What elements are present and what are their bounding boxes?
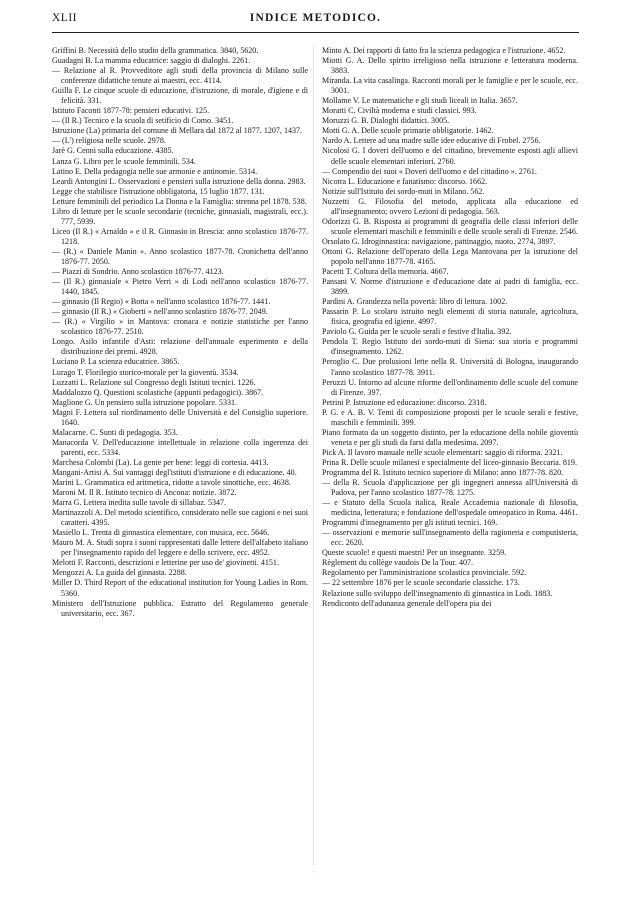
index-entry: — Relazione al R. Provveditore agli studi della provincia di Milano sulle conferenze didattiche tenute ai maestri, ecc. 4114. xyxy=(52,66,308,86)
index-entry: — 22 settembre 1876 per le scuole secondarie classiche. 173. xyxy=(322,578,520,588)
index-entry: Ministero dell'Istruzione pubblica. Estratto del Regolamento generale universitario, ecc. 367. xyxy=(52,598,308,618)
index-entry: Leardi Antongini L. Osservazioni e pensieri sulla istruzione della donna. 2983. xyxy=(52,176,306,186)
index-entry: Pendola T. Regio Istituto dei sordo-muti di Siena: sua storia e programmi d'insegnamento. 1262. xyxy=(322,337,578,357)
index-entry: Longo. Asilo infantile d'Asti: relazione dell'annuale esperimento e della distribuzione dei premi. 4928. xyxy=(52,337,308,357)
index-entry: — (L') religiosa nelle scuole. 2978. xyxy=(52,136,166,146)
index-entry: — (Il R.) Tecnico e la scuola di setificio di Como. 3451. xyxy=(52,116,234,126)
index-entry: Jarè G. Cenni sulla educazione. 4385. xyxy=(52,146,174,156)
index-entry: Relazione sullo sviluppo dell'insegnamento di ginnastica in Lodi. 1883. xyxy=(322,588,553,598)
index-entry: Motti G. A. Delle scuole primarie obbligatorie. 1462. xyxy=(322,126,494,136)
index-entry: Nicolosi G. I doveri dell'uomo e del cittadino, brevemente esposti agli allievi delle scuole elementari inferiori. 2760. xyxy=(322,146,578,166)
index-entry: Guadagni B. La mamma educatrice: saggio di dialoghi. 2261. xyxy=(52,56,251,66)
index-entry: Luzzatti L. Relazione sul Congresso degli Istituti tecnici. 1226. xyxy=(52,377,256,387)
index-entry: Moruzzi G. B. Dialoghi didattici. 3005. xyxy=(322,116,450,126)
index-entry: Regolamento per l'amministrazione scolastica provinciale. 592. xyxy=(322,568,527,578)
index-entry: Programmi d'insegnamento per gli istituti tecnici. 169. xyxy=(322,518,498,528)
index-entry: — osservazioni e memorie sull'insegnamento della ragioneria e computisteria, ecc. 2620. xyxy=(322,528,578,548)
index-entry: Marchesa Colombi (La). La gente per bene: leggi di cortesia. 4413. xyxy=(52,457,269,467)
index-entry: Liceo (Il R.) « Arnaldo » e il R. Ginnasio in Brescia: anno scolastico 1876-77. 1218. xyxy=(52,226,308,246)
index-entry: Miranda. La vita casalinga. Racconti morali per le famiglie e per le scuole, ecc. 3001. xyxy=(322,76,578,96)
index-entry: — (R.) « Virgilio » in Mantova: cronaca e notizie statistiche per l'anno scolastico 1876-77. 2510. xyxy=(52,317,308,337)
index-entry: — e Statuto della Scuola italica, Reale Accademia nazionale di filosofia, medicina, letteratura; e fondazione dell'ospedale omeopatico in Roma. 4461. xyxy=(322,498,578,518)
index-entry: Orsolato G. Idroginnastica: navigazione, pattinaggio, nuoto. 2774, 3897. xyxy=(322,236,556,246)
index-entry: Maglione G. Un pensiero sulla istruzione popolare. 5331. xyxy=(52,397,238,407)
index-entry: Prina R. Delle scuole milanesi e specialmente del liceo-ginnasio Beccaria. 819. xyxy=(322,457,577,467)
index-entry: Paviolo G. Guida per le scuole serali e festive d'Italia. 392. xyxy=(322,327,512,337)
index-entry: Queste scuole! e questi maestri! Per un insegnante. 3259. xyxy=(322,548,507,558)
index-entry: Marini L. Grammatica ed aritmetica, ridotte a tavole sinottiche, ecc. 4638. xyxy=(52,478,291,488)
index-entry: Istruzione (La) primaria del comune di Mellara dal 1872 al 1877. 1207, 1437. xyxy=(52,126,303,136)
index-entry: Odorizzi G. B. Risposta ai programmi di geografia delle classi inferiori delle scuole elementari maschili e femminili e delle scuole serali di Firenze. 2546. xyxy=(322,216,578,236)
index-entry: Rendiconto dell'adunanza generale dell'opera pia dei xyxy=(322,598,492,608)
index-entry: Mangani-Artisi A. Sui vantaggi degl'istituti d'istruzione e di educazione. 40. xyxy=(52,467,297,477)
index-entry: Pansani V. Norme d'istruzione e d'educazione date ai padri di famiglia, ecc. 3899. xyxy=(322,277,578,297)
index-entry: Lurago T. Florilegio storico-morale per la gioventù. 3534. xyxy=(52,367,239,377)
index-entry: Letture femminili del periodico La Donna e la Famiglia: strenna pel 1878. 538. xyxy=(52,196,307,206)
index-entry: Minto A. Dei rapporti di fatto fra la scienza pedagogica e l'istruzione. 4652. xyxy=(322,46,566,55)
column-divider xyxy=(313,46,314,866)
index-entry: — (R.) « Daniele Manin ». Anno scolastico 1877-78. Cronichetta dell'anno 1876-77. 2050. xyxy=(52,246,308,266)
page-header xyxy=(52,10,579,33)
index-entry: Marra G. Lettera inedita sulle tavole di sillabaz. 5347. xyxy=(52,498,227,508)
index-entry: Istituto Faconti 1877-78: pensieri educativi. 125. xyxy=(52,106,210,116)
index-entry: Latino E. Della pedagogia nelle sue armonie e antinomie. 5314. xyxy=(52,166,258,176)
index-entry: Peroglio C. Due prolusioni lette nella R. Università di Bologna, inaugurando l'anno scolastico 1877-78. 3911. xyxy=(322,357,578,377)
index-entry: Griffini B. Necessità dello studio della grammatica. 3840, 5620. xyxy=(52,46,259,55)
index-entry: Martinazzoli A. Del metodo scientifico, considerato nelle sue cagioni e nei suoi caratteri. 4395. xyxy=(52,508,308,528)
index-entry: Petrini P. Istruzione ed educazione: discorso. 2318. xyxy=(322,397,487,407)
index-entry: Ottoni G. Relazione dell'operato della Lega Mantovana per la istruzione del popolo nell'anno 1877-78. 4165. xyxy=(322,246,578,266)
index-entry: — Compendio dei suoi « Doveri dell'uomo e del cittadino ». 2761. xyxy=(322,166,537,176)
index-entry: Mengozzi A. La guida del ginnasta. 2288. xyxy=(52,568,187,578)
index-entry: Miller D. Third Report of the educational institution for Young Ladies in Rom. 5360. xyxy=(52,578,308,598)
index-entry: Nuzzetti G. Filosofia del metodo, applicata alla educazione ed all'insegnamento; ovvero Lezioni di pedagogia. 563. xyxy=(322,196,578,216)
index-column-left xyxy=(52,46,308,619)
index-entry: Maroni M. Il R. Istituto tecnico di Ancona: notizie. 3872. xyxy=(52,488,237,498)
index-entry: Moratti C. Civiltà moderna e studi classici. 993. xyxy=(322,106,477,116)
index-entry: Manacorda V. Dell'educazione intellettuale in relazione colla ingerenza dei parenti, ecc. 5334. xyxy=(52,437,308,457)
index-entry: Malacarne. C. Sunti di pedagogia. 353. xyxy=(52,427,178,437)
index-entry: Programma del R. Istituto tecnico superiore di Milano: anno 1877-78. 820. xyxy=(322,467,564,477)
index-entry: Lanza G. Libro per le scuole femminili. 534. xyxy=(52,156,196,166)
index-entry: Pacetti T. Coltura della memoria. 4667. xyxy=(322,267,449,277)
index-entry: Nicotra L. Educazione e fanatismo: discorso. 1662. xyxy=(322,176,488,186)
index-entry: — ginnasio (Il R.) « Gioberti » nell'anno scolastico 1876-77. 2049. xyxy=(52,307,268,317)
index-entry: Guilla F. Le cinque scuole di educazione, d'istruzione, di morale, d'igiene e di felicità. 331. xyxy=(52,86,308,106)
index-entry: Libro di letture per le scuole secondarie (tecniche, ginnasiali, magistrali, ecc.). 777, 5939. xyxy=(52,206,308,226)
index-entry: Notizie sull'Istituto dei sordo-muti in Milano. 562. xyxy=(322,186,485,196)
index-entry: Mauro M. A. Studi sopra i suoni rappresentati dalle lettere dell'alfabeto italiano per l'insegnamento rapido del leggere e dello scrivere, ecc. 4952. xyxy=(52,538,308,558)
index-entry: Masiello L. Trenta di ginnastica elementare, con musica, ecc. 5646. xyxy=(52,528,270,538)
index-entry: — della R. Scuola d'applicazione per gli ingegneri annessa all'Università di Padova, per l'anno scolastico 1877-78. 1275. xyxy=(322,478,578,498)
index-entry: Luciano P. La scienza educatrice. 3865. xyxy=(52,357,180,367)
index-entry: Maddalozzo Q. Questioni scolastiche (appunti pedagogici). 3867. xyxy=(52,387,264,397)
index-entry: Peruzzi U. Intorno ad alcune riforme dell'ordinamento delle scuole del comune di Firenze. 397. xyxy=(322,377,578,397)
page-smudge: · xyxy=(312,867,315,877)
index-entry: — ginnasio (Il Regio) « Botta » nell'anno scolastico 1876-77. 1441. xyxy=(52,297,271,307)
index-entry: Pardini A. Grandezza nella povertà: libro di lettura. 1002. xyxy=(322,297,508,307)
index-entry: P. G. e A. B. V. Temi di composizione proposti per le scuole serali e festive, maschili e femminili. 399. xyxy=(322,407,578,427)
index-entry: Melotti F. Racconti, descrizioni e letterine per uso de' giovinetti. 4151. xyxy=(52,558,279,568)
index-entry: Passarin P. Lo scolaro istruito negli elementi di storia naturale, agricoltura, fisica, geografia ed igiene. 4997. xyxy=(322,307,578,327)
index-entry: Pick A. Il lavoro manuale nelle scuole elementari: saggio di riforma. 2321. xyxy=(322,447,563,457)
index-entry: Magni F. Lettera sul riordinamento delle Università e del Consiglio superiore. 1640. xyxy=(52,407,308,427)
index-entry: Nardo A. Lettere ad una madre sulle idee educative di Frobel. 2756. xyxy=(322,136,541,146)
index-entry: — (Il R.) ginnasiale « Pietro Verri » di Lodi nell'anno scolastico 1876-77. 1440, 1845. xyxy=(52,277,308,297)
index-column-right xyxy=(322,46,578,609)
running-title: INDICE METODICO. xyxy=(249,12,382,24)
index-entry: — Piazzi di Sondrio. Anno scolastico 1876-77. 4123. xyxy=(52,267,224,277)
page-number: XLII xyxy=(52,12,77,24)
index-entry: Legge che stabilisce l'istruzione obbligatoria, 15 luglio 1877. 131. xyxy=(52,186,265,196)
index-entry: Règlement du collège vaudois De la Tour. 407. xyxy=(322,558,474,568)
index-entry: Piano formato da un soggetto distinto, per la educazione della nobile gioventù veneta e per gli studi da farsi dalla medesima. 2097. xyxy=(322,427,578,447)
index-entry: Miotti G. A. Dello spirito irreligioso nella istruzione e letteratura moderna. 3883. xyxy=(322,56,578,76)
index-entry: Mollame V. Le matematiche e gli studi liceali in Italia. 3657. xyxy=(322,96,518,106)
